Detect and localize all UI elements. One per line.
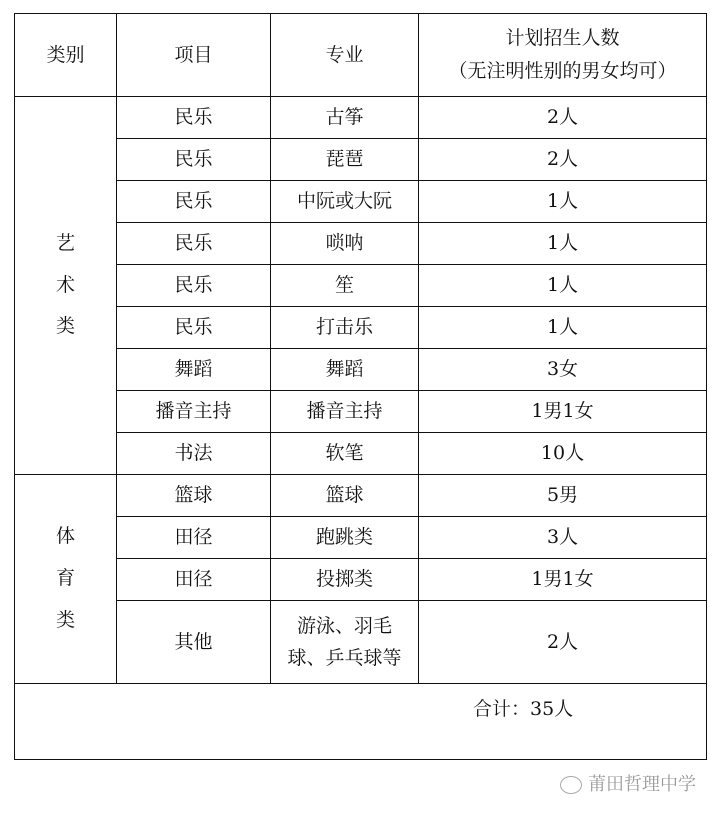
cell-major: 跑跳类 xyxy=(271,517,419,559)
cell-major: 唢呐 xyxy=(271,223,419,265)
watermark xyxy=(560,770,696,796)
table-row xyxy=(15,517,707,559)
cell-quota: 2人 xyxy=(419,601,707,684)
table-row xyxy=(15,433,707,475)
header-row xyxy=(15,14,707,97)
cell-major: 软笔 xyxy=(271,433,419,475)
cell-item: 篮球 xyxy=(117,475,271,517)
cell-item: 民乐 xyxy=(117,265,271,307)
table-row xyxy=(15,349,707,391)
cell-major: 中阮或大阮 xyxy=(271,181,419,223)
cell-major: 播音主持 xyxy=(271,391,419,433)
cell-major: 古筝 xyxy=(271,97,419,139)
cell-quota: 5男 xyxy=(419,475,707,517)
cell-major: 笙 xyxy=(271,265,419,307)
table-row xyxy=(15,265,707,307)
cell-major: 琵琶 xyxy=(271,139,419,181)
cell-item: 民乐 xyxy=(117,139,271,181)
cell-quota: 2人 xyxy=(419,97,707,139)
cell-item: 播音主持 xyxy=(117,391,271,433)
cell-item: 舞蹈 xyxy=(117,349,271,391)
cell-quota: 1男1女 xyxy=(419,559,707,601)
cell-quota: 1人 xyxy=(419,265,707,307)
cell-major: 篮球 xyxy=(271,475,419,517)
category-sports: 体 育 类 xyxy=(15,475,117,684)
cell-item: 田径 xyxy=(117,517,271,559)
cell-quota: 3女 xyxy=(419,349,707,391)
category-art: 艺 术 类 xyxy=(15,97,117,475)
table-row xyxy=(15,475,707,517)
cell-quota: 1男1女 xyxy=(419,391,707,433)
table-row xyxy=(15,181,707,223)
total-text: 合计：35人 xyxy=(473,698,574,721)
cell-major: 舞蹈 xyxy=(271,349,419,391)
cell-quota: 10人 xyxy=(419,433,707,475)
header-major: 专业 xyxy=(271,14,419,97)
enrollment-table xyxy=(14,13,707,760)
cell-quota: 2人 xyxy=(419,139,707,181)
cell-major: 投掷类 xyxy=(271,559,419,601)
cell-item: 其他 xyxy=(117,601,271,684)
cell-item: 民乐 xyxy=(117,223,271,265)
cell-item: 书法 xyxy=(117,433,271,475)
total-row xyxy=(15,684,707,760)
cell-quota: 1人 xyxy=(419,307,707,349)
table-row xyxy=(15,223,707,265)
cell-major: 游泳、羽毛 球、乒乓球等 xyxy=(271,601,419,684)
cell-quota: 3人 xyxy=(419,517,707,559)
cell-item: 民乐 xyxy=(117,97,271,139)
header-quota-title: 计划招生人数 xyxy=(505,26,620,49)
table-row xyxy=(15,601,707,684)
cell-item: 民乐 xyxy=(117,307,271,349)
watermark-text: 莆田哲理中学 xyxy=(588,774,696,795)
table-row xyxy=(15,559,707,601)
header-quota-note: （无注明性别的男女均可） xyxy=(448,60,677,82)
table-row xyxy=(15,139,707,181)
table-row xyxy=(15,97,707,139)
header-category: 类别 xyxy=(15,14,117,97)
wechat-icon xyxy=(560,776,582,794)
header-quota xyxy=(419,14,707,97)
table-row xyxy=(15,307,707,349)
cell-item: 田径 xyxy=(117,559,271,601)
cell-quota: 1人 xyxy=(419,223,707,265)
cell-item: 民乐 xyxy=(117,181,271,223)
table-row xyxy=(15,391,707,433)
cell-major: 打击乐 xyxy=(271,307,419,349)
cell-quota: 1人 xyxy=(419,181,707,223)
total-cell xyxy=(15,684,707,760)
header-item: 项目 xyxy=(117,14,271,97)
